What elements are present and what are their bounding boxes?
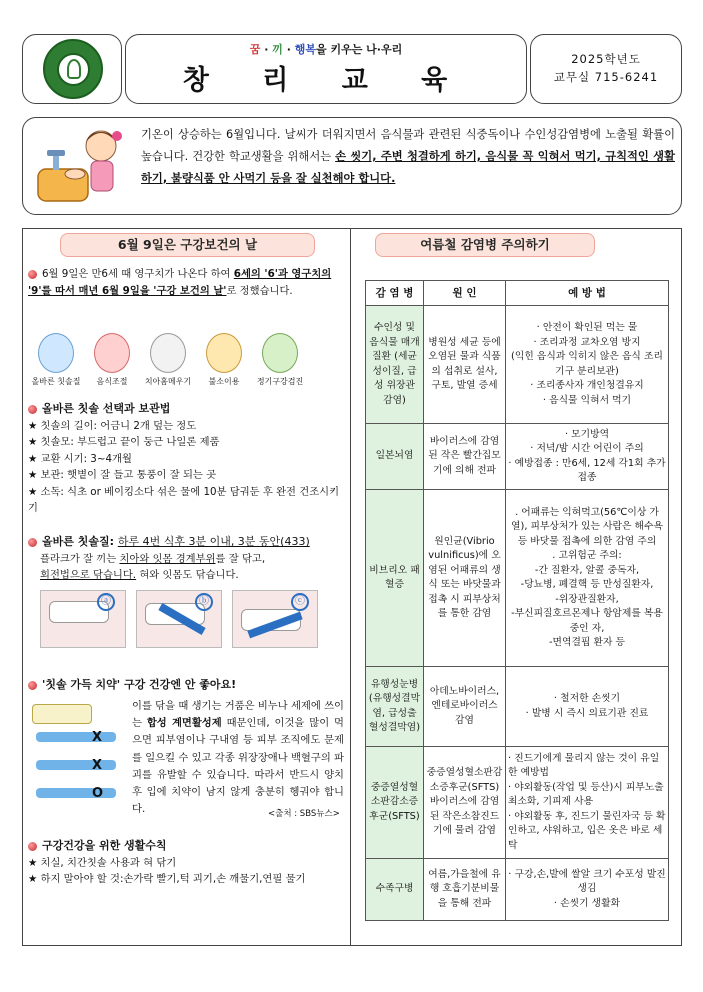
intro-box [22,117,682,215]
header-title-box [125,34,527,104]
office-phone: 교무실 715-6241 [553,70,659,84]
brushing-method-section: 올바른 칫솔질: 하루 4번 식후 3분 이내, 3분 동안(433) 플라크가 잘 끼는 치아와 잇몸 경계부위를 잘 닦고, 회전법으로 닦습니다. 혀와 잇몸도 닦습니다. [28,534,344,584]
table-row: 중증열성혈소판감소증후군(SFTS) 중증열성혈소판감소증후군(SFTS)바이러스에 감염된 작은소참진드기에 물려 감염 · 진드기에게 물리지 않는 것이 유일한 예방법 · 야외활동(작업 및 등산)시 피부노출 최소화, 기피제 사용 · 야외활동 후, 진드기 물린자국 등 확인하고, 샤워하고, 입은 옷은 바로 세탁 [366,747,669,859]
header-cause: 원 인 [424,281,506,306]
toothpaste-warning-text: 이를 닦을 때 생기는 거품은 비누나 세제에 쓰이는 합성 계면활성제 때문인데, 이것을 많이 먹으면 피부염이나 구내염 등 피부 조직에도 문제를 일으킬 수 있고 각종 위장장애나 백혈구의 파괴를 유발할 수 있습니다. 따라서 반드시 양치 후 입에 치약이 남지 않게 충분히 헹궈야 합니다. [132,700,344,816]
brushing-diagram-a: ⓐ [40,590,126,648]
bullet-icon [28,842,37,851]
fluoride-figure: 불소이용 [196,333,252,388]
table-row: 유행성눈병 (유행성결막염, 급성출혈성결막염) 아데노바이러스, 엔테로바이러스 감염 · 철저한 손씻기 · 발병 시 즉시 의료기관 진료 [366,667,669,747]
bullet-icon [28,681,37,690]
intro-text: 기온이 상승하는 6월입니다. 날씨가 더워지면서 음식물과 관련된 식중독이나 수인성감염병에 노출될 확률이 높습니다. 건강한 학교생활을 위해서는 손 씻기, 주변 청결하게 하기, 음식물 꼭 익혀서 먹기, 규칙적인 생활하기, 불량식품 안 사먹기 등을 잘 실천해야 합니다. [141,128,675,185]
table-row: 수족구병 여름,가을철에 유행 호흡기분비물을 통해 전파 · 구강,손,발에 쌀알 크기 수포성 발진 생김 · 손씻기 생활화 [366,859,669,921]
oral-health-rules-section: 구강건강을 위한 생활수칙 ★ 치실, 치간칫솔 사용과 혀 닦기 ★ 하지 말아야 할 것:손가락 빨기,턱 괴기,손 깨물기,연필 물기 [28,839,306,885]
checkup-figure: 정기구강검진 [252,333,308,388]
sealant-figure: 치아홈메우기 [140,333,196,388]
brushing-figure: 올바른 칫솔질 [28,333,84,388]
bullet-icon [28,270,37,279]
school-slogan: 꿈 · 끼 · 행복을 키우는 나·우리 [249,43,403,56]
oral-health-day-title: 6월 9일은 구강보건의 날 [60,233,315,257]
school-year: 2025학년도 [571,52,641,66]
diet-figure: 음식조절 [84,333,140,388]
table-row: 비브리오 패혈증 원인균(Vibrio vulnificus)에 오염된 어패류의 생식 또는 바닷물과 접촉 시 피부상처를 통한 감염 . 어패류는 익혀먹고(56℃이상 가열), 피부상처가 있는 사람은 해수욕 등 바닷물 접촉에 의한 감염 주의 . 고위험군 주의: -간 질환자, 알콜 중독자, -당뇨병, 폐결핵 등 만성질환자, -위장관질환자, -부신피질호르몬제나 항암제를 복용 중인 자, -면역결핍 환자 등 [366,490,669,667]
source-citation: <출처 : SBS뉴스> [268,809,340,819]
brushing-diagram-c: ⓒ [232,590,318,648]
oral-health-day-paragraph: 6월 9일은 만6세 때 영구치가 나온다 하여 6세의 '6'과 영구치의 '9'를 따서 매년 6월 9일을 '구강 보건의 날'로 정했습니다. [28,268,332,297]
bullet-icon [28,538,37,547]
header-logo-box [22,34,122,104]
school-logo [43,39,103,99]
brushing-diagrams [40,590,340,650]
brushing-diagram-b: ⓑ [136,590,222,648]
header-prevention: 예 방 법 [506,281,669,306]
toothpaste-illustration: X X O [28,700,128,820]
oral-care-icons [28,333,346,397]
table-row: 수인성 및 음식물 매개질환 (세균성이질, 급성 위장관 감염) 병원성 세균 등에 오염된 물과 식품의 섭취로 설사, 구토, 발열 증세 · 안전이 확인된 먹는 물 · 조리과정 교차오염 방지 (익힌 음식과 익히지 않은 음식 조리 기구 분리보관) · 조리종사자 개인청결유지 · 음식물 익혀서 먹기 [366,306,669,424]
newsletter-title: 창 리 교 육 [182,65,470,97]
column-divider [350,228,351,946]
table-row: 일본뇌염 바이러스에 감염된 작은 빨간집모기에 의해 전파 · 모기방역 · 저녁/밤 시간 어린이 주의 · 예방접종 : 만6세, 12세 각1회 추가접종 [366,424,669,490]
toothbrush-selection-section: 올바른 칫솔 선택과 보관법 ★ 칫솔의 길이: 어금니 2개 덮는 정도 ★ 칫솔모: 부드럽고 끝이 둥근 나일론 제품 ★ 교환 시기: 3~4개월 ★ 보관: 햇볕이 잘 들고 통풍이 잘 되는 곳 ★ 소독: 식초 or 베이킹소다 섞은 물에 10분 담궈둔 후 완전 건조시키기 [28,402,340,514]
bullet-icon [28,405,37,414]
header-disease: 감 염 병 [366,281,424,306]
summer-infection-title: 여름철 감염병 주의하기 [375,233,595,257]
header-info-box [530,34,682,104]
toothpaste-warning-title: '칫솔 가득 치약' 구강 건강엔 안 좋아요! [28,676,344,693]
handwashing-illustration [33,124,128,209]
infection-table [365,280,669,921]
